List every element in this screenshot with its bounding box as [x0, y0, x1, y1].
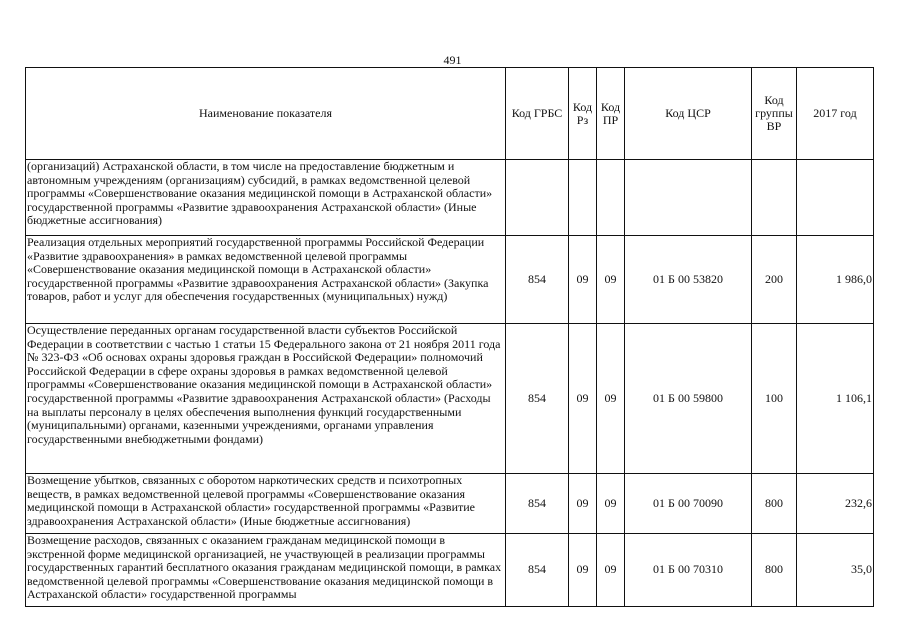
row-name: Возмещение убытков, связанных с оборотом наркотических средств и психотропных веществ, в рамках ведомственной целевой программы «Совершенствование оказания медицинской помощи в Астраханской области» государственной программы «Развитие здравоохранения Астраханской области» (Иные бюджетные ассигнования) — [26, 474, 506, 534]
row-rz: 09 — [569, 474, 597, 534]
row-pr — [597, 160, 625, 236]
row-grbs: 854 — [506, 236, 569, 324]
row-amount — [797, 160, 874, 236]
row-rz: 09 — [569, 534, 597, 607]
row-grbs — [506, 160, 569, 236]
row-name: (организаций) Астраханской области, в том числе на предоставление бюджетным и автономным учреждениям (организациям) субсидий, в рамках ведомственной целевой программы «Совершенствование оказания медицинской помощи в Астраханской области» государственной программы «Развитие здравоохранения Астраханской области» (Иные бюджетные ассигнования) — [26, 160, 506, 236]
row-amount: 232,6 — [797, 474, 874, 534]
row-pr: 09 — [597, 236, 625, 324]
row-name: Реализация отдельных мероприятий государственной программы Российской Федерации «Развитие здравоохранения» в рамках ведомственной целевой программы «Совершенствование оказания медицинской помощи в Астраханской области» государственной программы «Развитие здравоохранения Астраханской области» (Закупка товаров, работ и услуг для обеспечения государственных (муниципальных) нужд) — [26, 236, 506, 324]
table-row — [26, 474, 874, 534]
row-csr: 01 Б 00 59800 — [625, 324, 752, 474]
row-amount: 35,0 — [797, 534, 874, 607]
header-vr: Код группы ВР — [752, 68, 797, 160]
row-amount: 1 986,0 — [797, 236, 874, 324]
row-grbs: 854 — [506, 474, 569, 534]
row-amount: 1 106,1 — [797, 324, 874, 474]
row-csr: 01 Б 00 53820 — [625, 236, 752, 324]
row-vr: 200 — [752, 236, 797, 324]
header-name: Наименование показателя — [26, 68, 506, 160]
row-csr — [625, 160, 752, 236]
header-grbs: Код ГРБС — [506, 68, 569, 160]
row-vr: 800 — [752, 474, 797, 534]
table-row — [26, 534, 874, 607]
header-rz: Код Рз — [569, 68, 597, 160]
row-vr: 100 — [752, 324, 797, 474]
row-rz — [569, 160, 597, 236]
row-name: Возмещение расходов, связанных с оказанием гражданам медицинской помощи в экстренной форме медицинской организацией, не участвующей в реализации программы государственных гарантий бесплатного оказания гражданам медицинской помощи, в рамках ведомственной целевой программы «Совершенствование оказания медицинской помощи в Астраханской области» государственной программы — [26, 534, 506, 607]
row-grbs: 854 — [506, 324, 569, 474]
row-grbs: 854 — [506, 534, 569, 607]
page-number: 491 — [443, 53, 462, 67]
row-pr: 09 — [597, 474, 625, 534]
row-rz: 09 — [569, 324, 597, 474]
row-csr: 01 Б 00 70090 — [625, 474, 752, 534]
table-row — [26, 236, 874, 324]
header-year: 2017 год — [797, 68, 874, 160]
row-pr: 09 — [597, 324, 625, 474]
row-vr: 800 — [752, 534, 797, 607]
budget-table — [25, 67, 874, 607]
table-row — [26, 324, 874, 474]
row-pr: 09 — [597, 534, 625, 607]
table-row — [26, 160, 874, 236]
header-row — [26, 68, 874, 160]
row-name: Осуществление переданных органам государственной власти субъектов Российской Федерации в соответствии с частью 1 статьи 15 Федерального закона от 21 ноября 2011 года № 323-ФЗ «Об основах охраны здоровья граждан в Российской Федерации» полномочий Российской Федерации в сфере охраны здоровья в рамках ведомственной целевой программы «Совершенствование оказания медицинской помощи в Астраханской области» государственной программы «Развитие здравоохранения Астраханской области» (Расходы на выплаты персоналу в целях обеспечения выполнения функций государственными (муниципальными) органами, казенными учреждениями, органами управления государственными внебюджетными фондами) — [26, 324, 506, 474]
header-csr: Код ЦСР — [625, 68, 752, 160]
row-vr — [752, 160, 797, 236]
row-rz: 09 — [569, 236, 597, 324]
header-pr: Код ПР — [597, 68, 625, 160]
row-csr: 01 Б 00 70310 — [625, 534, 752, 607]
